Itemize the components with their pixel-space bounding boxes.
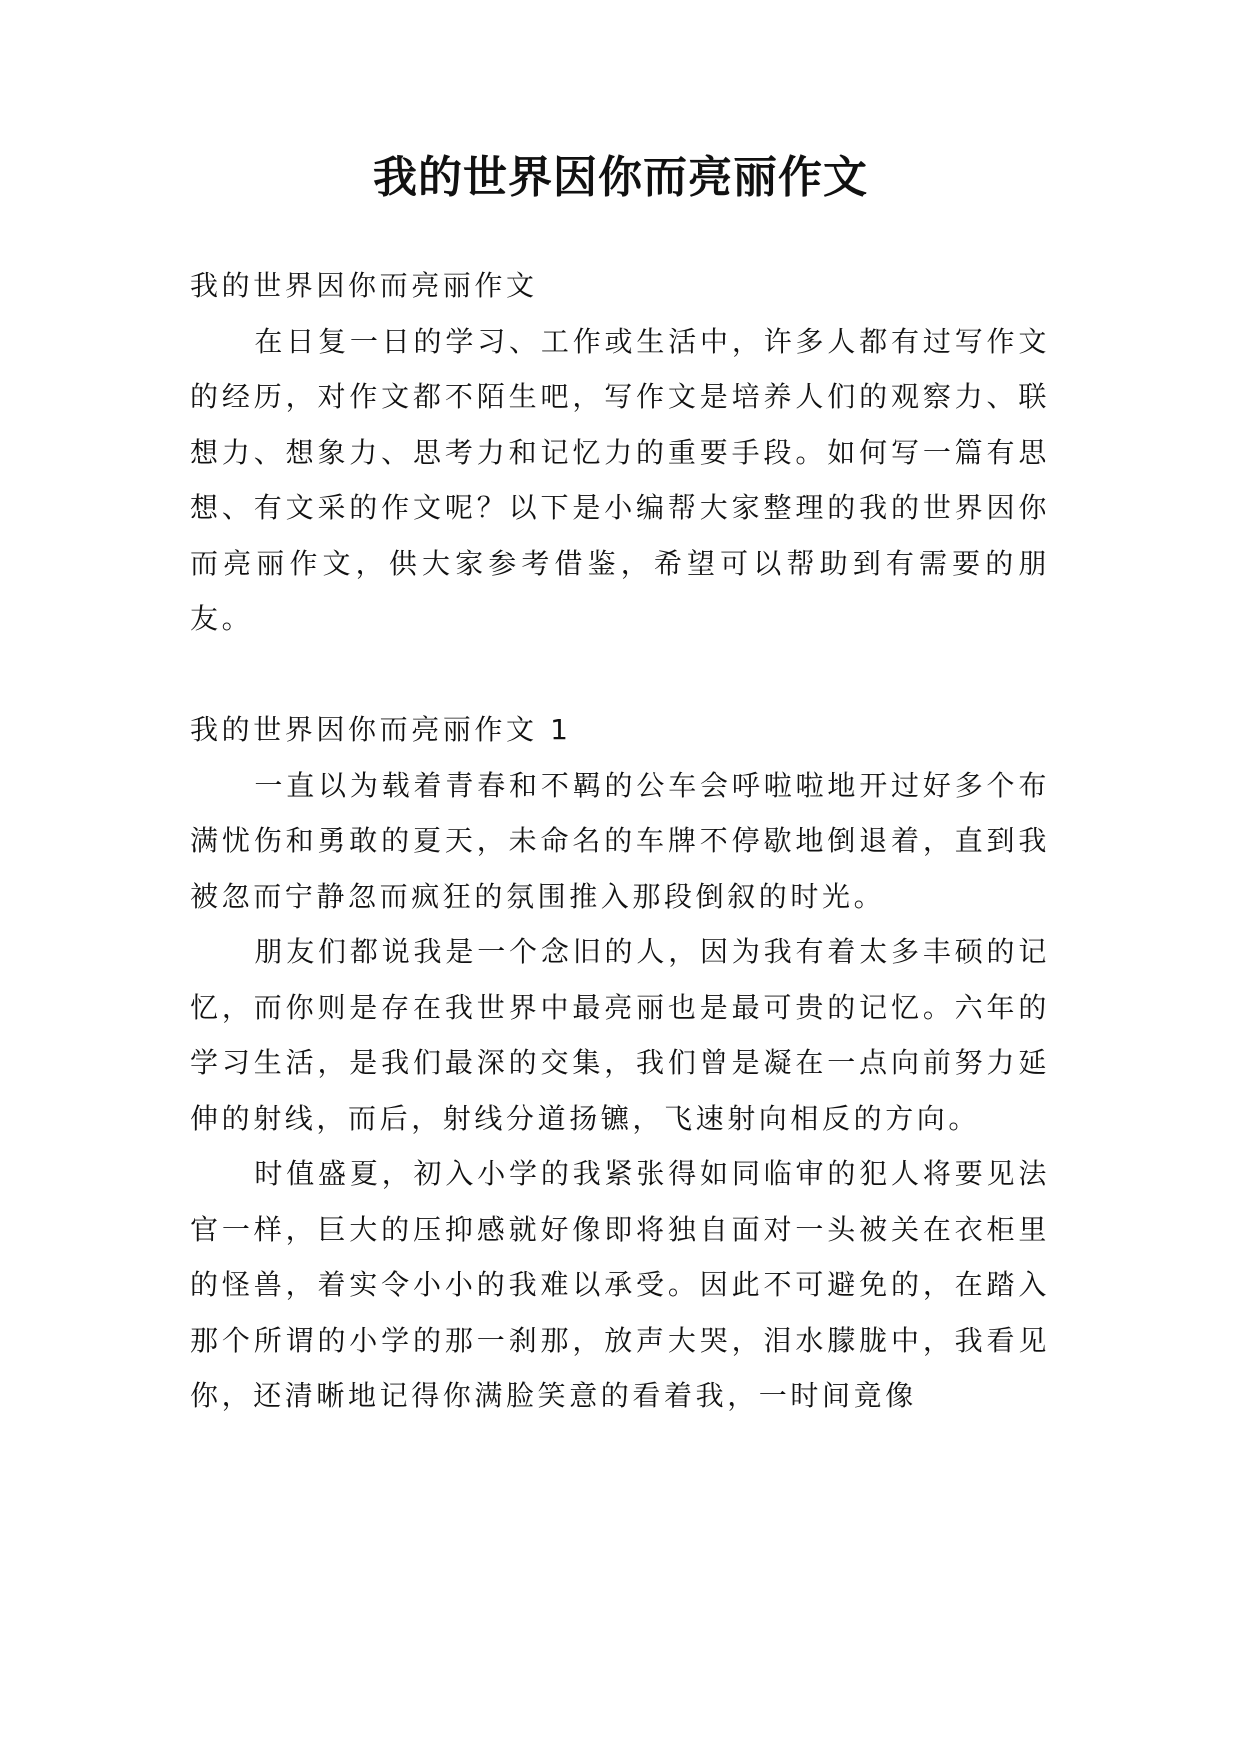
section1-paragraph-1: 一直以为载着青春和不羁的公车会呼啦啦地开过好多个布满忧伤和勇敢的夏天，未命名的车牌不停歇地倒退着，直到我被忽而宁静忽而疯狂的氛围推入那段倒叙的时光。 <box>190 768 1050 913</box>
intro-paragraph: 在日复一日的学习、工作或生活中，许多人都有过写作文的经历，对作文都不陌生吧，写作文是培养人们的观察力、联想力、想象力、思考力和记忆力的重要手段。如何写一篇有思想、有文采的作文呢？以下是小编帮大家整理的我的世界因你而亮丽作文，供大家参考借鉴，希望可以帮助到有需要的朋友。 <box>190 324 1050 635</box>
section1-heading: 我的世界因你而亮丽作文 1 <box>190 713 572 746</box>
document-body <box>190 258 1050 1424</box>
intro-heading: 我的世界因你而亮丽作文 <box>190 269 538 302</box>
document-title: 我的世界因你而亮丽作文 <box>373 152 868 203</box>
section1-paragraph-3: 时值盛夏，初入小学的我紧张得如同临审的犯人将要见法官一样，巨大的压抑感就好像即将独自面对一头被关在衣柜里的怪兽，着实令小小的我难以承受。因此不可避免的，在踏入那个所谓的小学的那一刹那，放声大哭，泪水朦胧中，我看见你，还清晰地记得你满脸笑意的看着我，一时间竟像 <box>190 1157 1050 1412</box>
paragraph-spacer <box>190 647 1050 703</box>
section1-paragraph-2: 朋友们都说我是一个念旧的人，因为我有着太多丰硕的记忆，而你则是存在我世界中最亮丽也是最可贵的记忆。六年的学习生活，是我们最深的交集，我们曾是凝在一点向前努力延伸的射线，而后，射线分道扬镳，飞速射向相反的方向。 <box>190 935 1050 1135</box>
